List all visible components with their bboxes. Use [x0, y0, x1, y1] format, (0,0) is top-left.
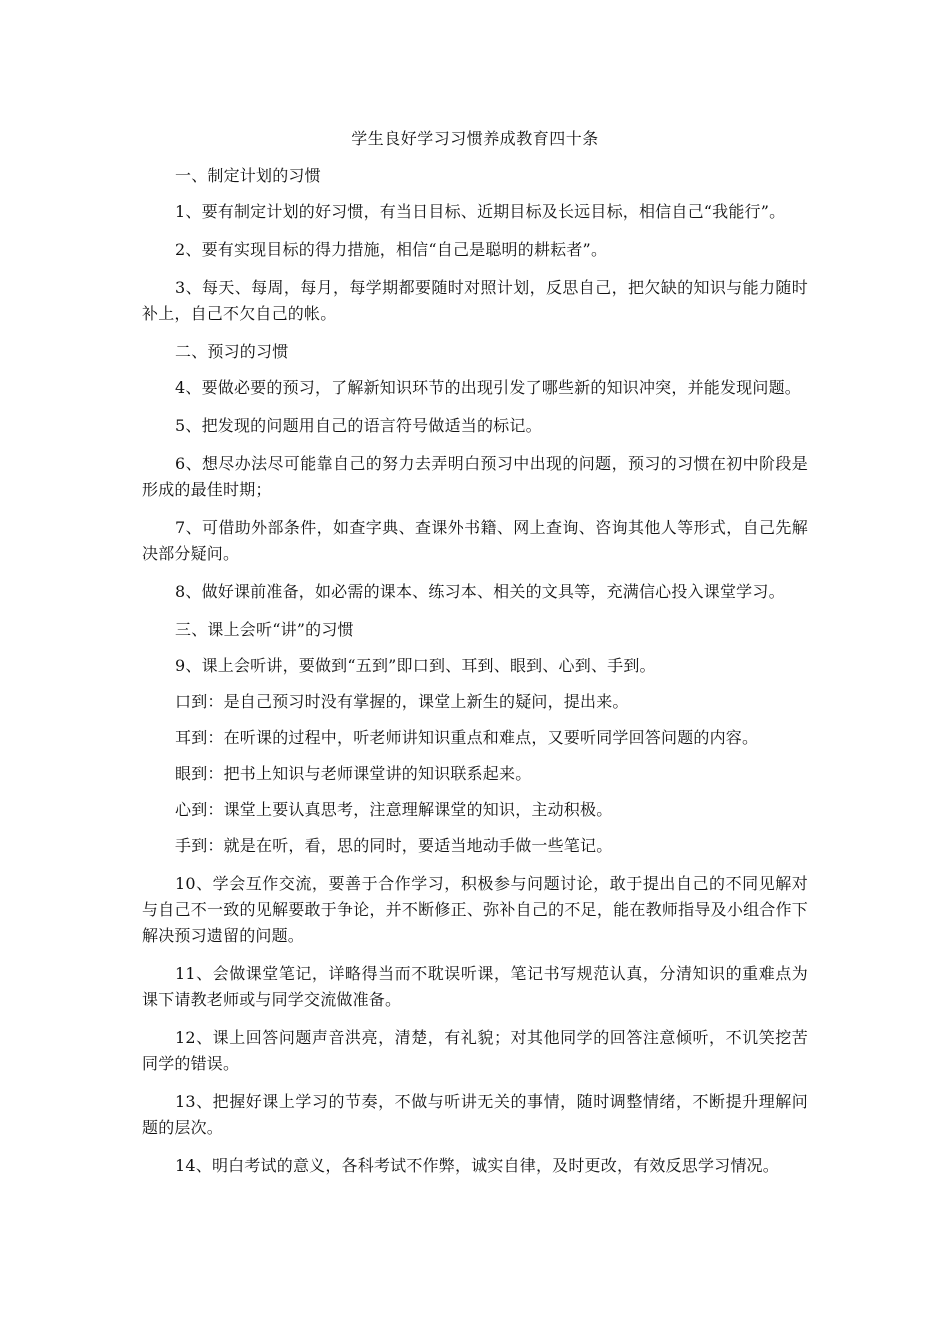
section-heading: 三、课上会听“讲”的习惯: [175, 620, 354, 639]
paragraph: 5、把发现的问题用自己的语言符号做适当的标记。: [175, 416, 542, 435]
paragraph: 眼到：把书上知识与老师课堂讲的知识联系起来。: [175, 764, 532, 783]
document-body: [142, 163, 808, 1191]
document-title: 学生良好学习习惯养成教育四十条: [351, 129, 599, 148]
paragraph: 3、每天、每周，每月，每学期都要随时对照计划，反思自己，把欠缺的知识与能力随时补上，自己不欠自己的帐。: [142, 278, 808, 323]
paragraph: 14、明白考试的意义，各科考试不作弊，诚实自律，及时更改，有效反思学习情况。: [175, 1156, 779, 1175]
paragraph: 10、学会互作交流，要善于合作学习，积极参与问题讨论，敢于提出自己的不同见解对与自己不一致的见解要敢于争论，并不断修正、弥补自己的不足，能在教师指导及小组合作下解决预习遗留的问题。: [142, 874, 808, 945]
paragraph: 6、想尽办法尽可能靠自己的努力去弄明白预习中出现的问题，预习的习惯在初中阶段是形成的最佳时期；: [142, 454, 808, 499]
paragraph: 13、把握好课上学习的节奏，不做与听讲无关的事情，随时调整情绪，不断提升理解问题的层次。: [142, 1092, 808, 1137]
paragraph: 8、做好课前准备，如必需的课本、练习本、相关的文具等，充满信心投入课堂学习。: [175, 582, 785, 601]
paragraph: 耳到：在听课的过程中，听老师讲知识重点和难点，又要听同学回答问题的内容。: [175, 728, 759, 747]
paragraph: 口到：是自己预习时没有掌握的，课堂上新生的疑问，提出来。: [175, 692, 629, 711]
paragraph: 2、要有实现目标的得力措施，相信“自己是聪明的耕耘者”。: [175, 240, 608, 259]
paragraph: 手到：就是在听，看，思的同时，要适当地动手做一些笔记。: [175, 836, 613, 855]
paragraph: 11、会做课堂笔记，详略得当而不耽误听课，笔记书写规范认真，分清知识的重难点为课下请教老师或与同学交流做准备。: [142, 964, 808, 1009]
paragraph: 1、要有制定计划的好习惯，有当日目标、近期目标及长远目标，相信自己“我能行”。: [175, 202, 786, 221]
section-heading: 一、制定计划的习惯: [175, 166, 321, 185]
paragraph: 9、课上会听讲，要做到“五到”即口到、耳到、眼到、心到、手到。: [175, 656, 656, 675]
paragraph: 4、要做必要的预习，了解新知识环节的出现引发了哪些新的知识冲突，并能发现问题。: [175, 378, 801, 397]
paragraph: 心到：课堂上要认真思考，注意理解课堂的知识，主动积极。: [175, 800, 613, 819]
paragraph: 7、可借助外部条件，如查字典、查课外书籍、网上查询、咨询其他人等形式，自己先解决部分疑问。: [142, 518, 808, 563]
section-heading: 二、预习的习惯: [175, 342, 289, 361]
paragraph: 12、课上回答问题声音洪亮，清楚，有礼貌；对其他同学的回答注意倾听，不讥笑挖苦同学的错误。: [142, 1028, 808, 1073]
